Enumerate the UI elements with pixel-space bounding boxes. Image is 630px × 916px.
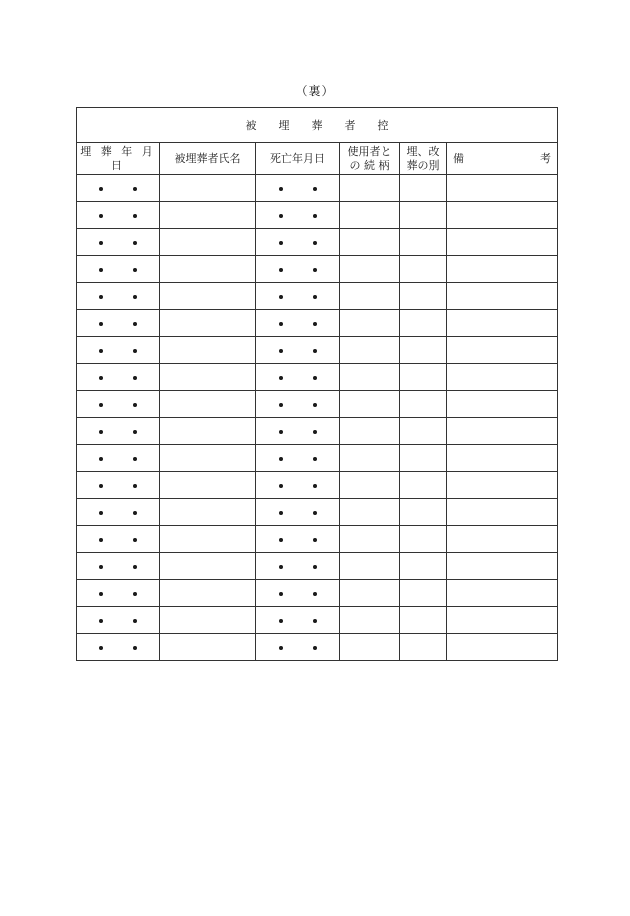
deceased-name-cell[interactable]: [160, 283, 256, 310]
burial-date-separators: [99, 616, 137, 627]
death-date-cell[interactable]: [256, 310, 340, 337]
death-date-separators: [279, 211, 317, 222]
table-row: [77, 418, 558, 445]
death-date-cell[interactable]: [256, 337, 340, 364]
table-row: [77, 310, 558, 337]
deceased-name-cell[interactable]: [160, 472, 256, 499]
table-row: [77, 256, 558, 283]
death-date-cell[interactable]: [256, 607, 340, 634]
remarks-cell[interactable]: [447, 607, 558, 634]
remarks-cell[interactable]: [447, 310, 558, 337]
burial-type-cell[interactable]: [400, 472, 447, 499]
death-date-cell[interactable]: [256, 364, 340, 391]
header-row: [77, 143, 558, 175]
deceased-name-cell[interactable]: [160, 553, 256, 580]
death-date-cell[interactable]: [256, 391, 340, 418]
death-date-separators: [279, 346, 317, 357]
table-row: [77, 445, 558, 472]
burial-register-table: [76, 107, 558, 661]
death-date-cell[interactable]: [256, 526, 340, 553]
death-date-separators: [279, 616, 317, 627]
table-title: 被埋葬者控: [77, 108, 558, 143]
header-death-date: 死亡年月日: [256, 143, 340, 175]
burial-date-separators: [99, 508, 137, 519]
relation-cell[interactable]: [340, 553, 400, 580]
death-date-cell[interactable]: [256, 553, 340, 580]
remarks-cell[interactable]: [447, 418, 558, 445]
deceased-name-cell[interactable]: [160, 202, 256, 229]
burial-date-separators: [99, 643, 137, 654]
burial-date-cell[interactable]: [77, 472, 160, 499]
deceased-name-cell[interactable]: [160, 391, 256, 418]
header-relation: [340, 143, 400, 175]
burial-date-cell[interactable]: [77, 526, 160, 553]
burial-date-cell[interactable]: [77, 553, 160, 580]
relation-cell[interactable]: [340, 445, 400, 472]
burial-type-cell[interactable]: [400, 310, 447, 337]
relation-cell[interactable]: [340, 229, 400, 256]
death-date-separators: [279, 400, 317, 411]
burial-date-separators: [99, 211, 137, 222]
remarks-cell[interactable]: [447, 526, 558, 553]
death-date-cell[interactable]: [256, 202, 340, 229]
remarks-cell[interactable]: [447, 553, 558, 580]
header-burial-type: [400, 143, 447, 175]
burial-type-cell[interactable]: [400, 175, 447, 202]
death-date-cell[interactable]: [256, 472, 340, 499]
burial-date-cell[interactable]: [77, 391, 160, 418]
remarks-cell[interactable]: [447, 202, 558, 229]
burial-date-separators: [99, 481, 137, 492]
relation-cell[interactable]: [340, 418, 400, 445]
death-date-separators: [279, 508, 317, 519]
header-deceased-name: 被埋葬者氏名: [160, 143, 256, 175]
burial-type-cell[interactable]: [400, 364, 447, 391]
death-date-separators: [279, 373, 317, 384]
header-type-line1: 埋、改: [406, 144, 440, 158]
death-date-separators: [279, 535, 317, 546]
burial-date-cell[interactable]: [77, 499, 160, 526]
header-remarks-left: 備: [453, 151, 464, 165]
burial-type-cell[interactable]: [400, 499, 447, 526]
burial-date-cell[interactable]: [77, 607, 160, 634]
death-date-separators: [279, 562, 317, 573]
burial-type-cell[interactable]: [400, 580, 447, 607]
burial-date-cell[interactable]: [77, 364, 160, 391]
burial-date-separators: [99, 238, 137, 249]
deceased-name-cell[interactable]: [160, 499, 256, 526]
death-date-separators: [279, 643, 317, 654]
death-date-separators: [279, 184, 317, 195]
relation-cell[interactable]: [340, 283, 400, 310]
burial-type-cell[interactable]: [400, 391, 447, 418]
table-row: [77, 580, 558, 607]
burial-type-cell[interactable]: [400, 283, 447, 310]
death-date-cell[interactable]: [256, 499, 340, 526]
table-row: [77, 526, 558, 553]
burial-date-cell[interactable]: [77, 256, 160, 283]
header-type-line2: 葬の別: [406, 158, 440, 172]
burial-type-cell[interactable]: [400, 256, 447, 283]
burial-type-cell[interactable]: [400, 634, 447, 661]
burial-type-cell[interactable]: [400, 445, 447, 472]
death-date-cell[interactable]: [256, 418, 340, 445]
burial-date-cell[interactable]: [77, 310, 160, 337]
burial-date-cell[interactable]: [77, 580, 160, 607]
table-row: [77, 283, 558, 310]
table-row: [77, 175, 558, 202]
relation-cell[interactable]: [340, 580, 400, 607]
relation-cell[interactable]: [340, 499, 400, 526]
header-relation-line2: の 続 柄: [349, 158, 390, 172]
burial-date-separators: [99, 535, 137, 546]
remarks-cell[interactable]: [447, 337, 558, 364]
burial-date-separators: [99, 562, 137, 573]
table-row: [77, 391, 558, 418]
burial-type-cell[interactable]: [400, 553, 447, 580]
table-row: [77, 229, 558, 256]
deceased-name-cell[interactable]: [160, 418, 256, 445]
burial-date-separators: [99, 589, 137, 600]
burial-date-cell[interactable]: [77, 634, 160, 661]
death-date-cell[interactable]: [256, 256, 340, 283]
burial-type-cell[interactable]: [400, 202, 447, 229]
relation-cell[interactable]: [340, 634, 400, 661]
death-date-separators: [279, 481, 317, 492]
burial-date-separators: [99, 373, 137, 384]
relation-cell[interactable]: [340, 175, 400, 202]
burial-date-separators: [99, 265, 137, 276]
death-date-separators: [279, 265, 317, 276]
death-date-separators: [279, 292, 317, 303]
death-date-separators: [279, 319, 317, 330]
deceased-name-cell[interactable]: [160, 607, 256, 634]
burial-date-separators: [99, 400, 137, 411]
page-side-label: （裏）: [295, 84, 335, 98]
header-remarks-right: 考: [540, 151, 552, 165]
burial-type-cell[interactable]: [400, 607, 447, 634]
header-burial-date: 埋 葬 年 月 日: [77, 143, 160, 175]
table-row: [77, 634, 558, 661]
deceased-name-cell[interactable]: [160, 175, 256, 202]
death-date-cell[interactable]: [256, 634, 340, 661]
relation-cell[interactable]: [340, 391, 400, 418]
deceased-name-cell[interactable]: [160, 256, 256, 283]
remarks-cell[interactable]: [447, 364, 558, 391]
burial-date-cell[interactable]: [77, 283, 160, 310]
death-date-cell[interactable]: [256, 175, 340, 202]
burial-date-cell[interactable]: [77, 229, 160, 256]
table-row: [77, 607, 558, 634]
remarks-cell[interactable]: [447, 175, 558, 202]
relation-cell[interactable]: [340, 256, 400, 283]
burial-type-cell[interactable]: [400, 337, 447, 364]
header-relation-line1: 使用者と: [347, 144, 392, 158]
relation-cell[interactable]: [340, 607, 400, 634]
burial-date-cell[interactable]: [77, 418, 160, 445]
relation-cell[interactable]: [340, 526, 400, 553]
deceased-name-cell[interactable]: [160, 364, 256, 391]
remarks-cell[interactable]: [447, 445, 558, 472]
death-date-separators: [279, 238, 317, 249]
death-date-cell[interactable]: [256, 283, 340, 310]
relation-cell[interactable]: [340, 337, 400, 364]
burial-type-cell[interactable]: [400, 229, 447, 256]
remarks-cell[interactable]: [447, 634, 558, 661]
deceased-name-cell[interactable]: [160, 229, 256, 256]
relation-cell[interactable]: [340, 202, 400, 229]
table-body: [77, 175, 558, 661]
remarks-cell[interactable]: [447, 229, 558, 256]
burial-type-cell[interactable]: [400, 418, 447, 445]
header-remarks: [447, 143, 558, 175]
deceased-name-cell[interactable]: [160, 445, 256, 472]
relation-cell[interactable]: [340, 472, 400, 499]
remarks-cell[interactable]: [447, 472, 558, 499]
remarks-cell[interactable]: [447, 580, 558, 607]
remarks-cell[interactable]: [447, 391, 558, 418]
table-row: [77, 472, 558, 499]
relation-cell[interactable]: [340, 310, 400, 337]
deceased-name-cell[interactable]: [160, 580, 256, 607]
death-date-cell[interactable]: [256, 229, 340, 256]
deceased-name-cell[interactable]: [160, 634, 256, 661]
relation-cell[interactable]: [340, 364, 400, 391]
burial-date-cell[interactable]: [77, 445, 160, 472]
burial-date-cell[interactable]: [77, 175, 160, 202]
death-date-cell[interactable]: [256, 445, 340, 472]
table-row: [77, 337, 558, 364]
burial-date-separators: [99, 184, 137, 195]
table-row: [77, 364, 558, 391]
burial-date-separators: [99, 454, 137, 465]
deceased-name-cell[interactable]: [160, 310, 256, 337]
deceased-name-cell[interactable]: [160, 526, 256, 553]
burial-date-cell[interactable]: [77, 202, 160, 229]
death-date-separators: [279, 454, 317, 465]
burial-date-separators: [99, 427, 137, 438]
burial-date-separators: [99, 346, 137, 357]
remarks-cell[interactable]: [447, 256, 558, 283]
table-row: [77, 553, 558, 580]
burial-date-cell[interactable]: [77, 337, 160, 364]
table-row: [77, 499, 558, 526]
remarks-cell[interactable]: [447, 283, 558, 310]
burial-type-cell[interactable]: [400, 526, 447, 553]
deceased-name-cell[interactable]: [160, 337, 256, 364]
death-date-separators: [279, 589, 317, 600]
table-row: [77, 202, 558, 229]
remarks-cell[interactable]: [447, 499, 558, 526]
burial-date-separators: [99, 319, 137, 330]
burial-date-separators: [99, 292, 137, 303]
death-date-separators: [279, 427, 317, 438]
death-date-cell[interactable]: [256, 580, 340, 607]
